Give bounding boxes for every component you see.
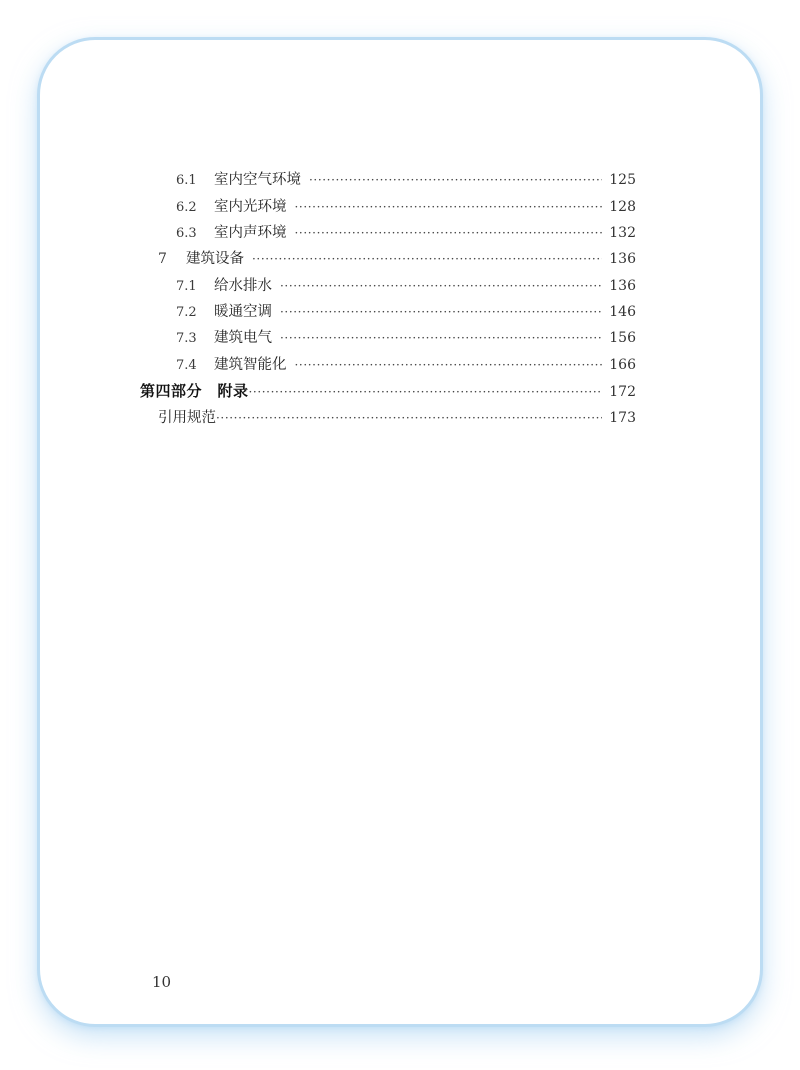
toc-page-number: 156 xyxy=(609,330,636,346)
toc-page-number: 146 xyxy=(609,304,636,320)
toc-entry-title: 室内声环境 xyxy=(214,225,287,241)
toc-leader-dots xyxy=(249,381,602,403)
toc-page-number: 136 xyxy=(609,251,636,267)
page-number: 10 xyxy=(152,973,172,991)
toc-leader-dots xyxy=(280,301,602,323)
toc-page-number: 132 xyxy=(609,225,636,241)
toc-section-number: 7.2 xyxy=(176,305,197,320)
toc-entry-7-3[interactable] xyxy=(176,327,636,349)
toc-section-number: 6.3 xyxy=(176,226,197,241)
toc-entry-7[interactable] xyxy=(158,248,636,270)
toc-page-number: 172 xyxy=(609,384,636,400)
toc-entry-title: 暖通空调 xyxy=(214,304,272,320)
toc-part-title: 第四部分 附录 xyxy=(140,382,249,400)
toc-leader-dots xyxy=(295,196,603,218)
toc-section-number: 6.1 xyxy=(176,173,197,188)
toc-entry-6-2[interactable] xyxy=(176,196,636,218)
toc-entry-7-4[interactable] xyxy=(176,354,636,376)
toc-entry-7-2[interactable] xyxy=(176,301,636,323)
toc-leader-dots xyxy=(280,327,602,349)
toc-entry-6-3[interactable] xyxy=(176,222,636,244)
toc-leader-dots xyxy=(309,169,602,191)
toc-leader-dots xyxy=(252,248,602,270)
toc-chapter-number: 7 xyxy=(158,251,167,267)
toc-entry-part-four-appendix[interactable] xyxy=(140,380,636,402)
toc-leader-dots xyxy=(295,354,603,376)
toc-entry-7-1[interactable] xyxy=(176,275,636,297)
toc-entry-title: 建筑智能化 xyxy=(214,357,287,373)
toc-page-number: 173 xyxy=(609,410,636,426)
toc-leader-dots xyxy=(216,407,602,429)
toc-entry-title: 室内光环境 xyxy=(214,199,287,215)
toc-section-number: 7.1 xyxy=(176,279,197,294)
toc-section-number: 7.4 xyxy=(176,358,197,373)
toc-entry-cited-standards[interactable] xyxy=(158,407,636,429)
toc-entry-title: 建筑电气 xyxy=(214,330,272,346)
toc-page-number: 136 xyxy=(609,278,636,294)
toc-page-number: 125 xyxy=(609,172,636,188)
toc-entry-6-1[interactable] xyxy=(176,169,636,191)
toc-entry-title: 室内空气环境 xyxy=(214,172,301,188)
toc-entry-title: 引用规范 xyxy=(158,410,216,426)
toc-entry-title: 给水排水 xyxy=(214,278,272,294)
toc-page-number: 128 xyxy=(609,199,636,215)
toc-page-number: 166 xyxy=(609,357,636,373)
toc-section-number: 6.2 xyxy=(176,200,197,215)
toc-leader-dots xyxy=(280,275,602,297)
toc-section-number: 7.3 xyxy=(176,331,197,346)
toc-entry-title: 建筑设备 xyxy=(186,251,244,267)
toc-leader-dots xyxy=(295,222,603,244)
